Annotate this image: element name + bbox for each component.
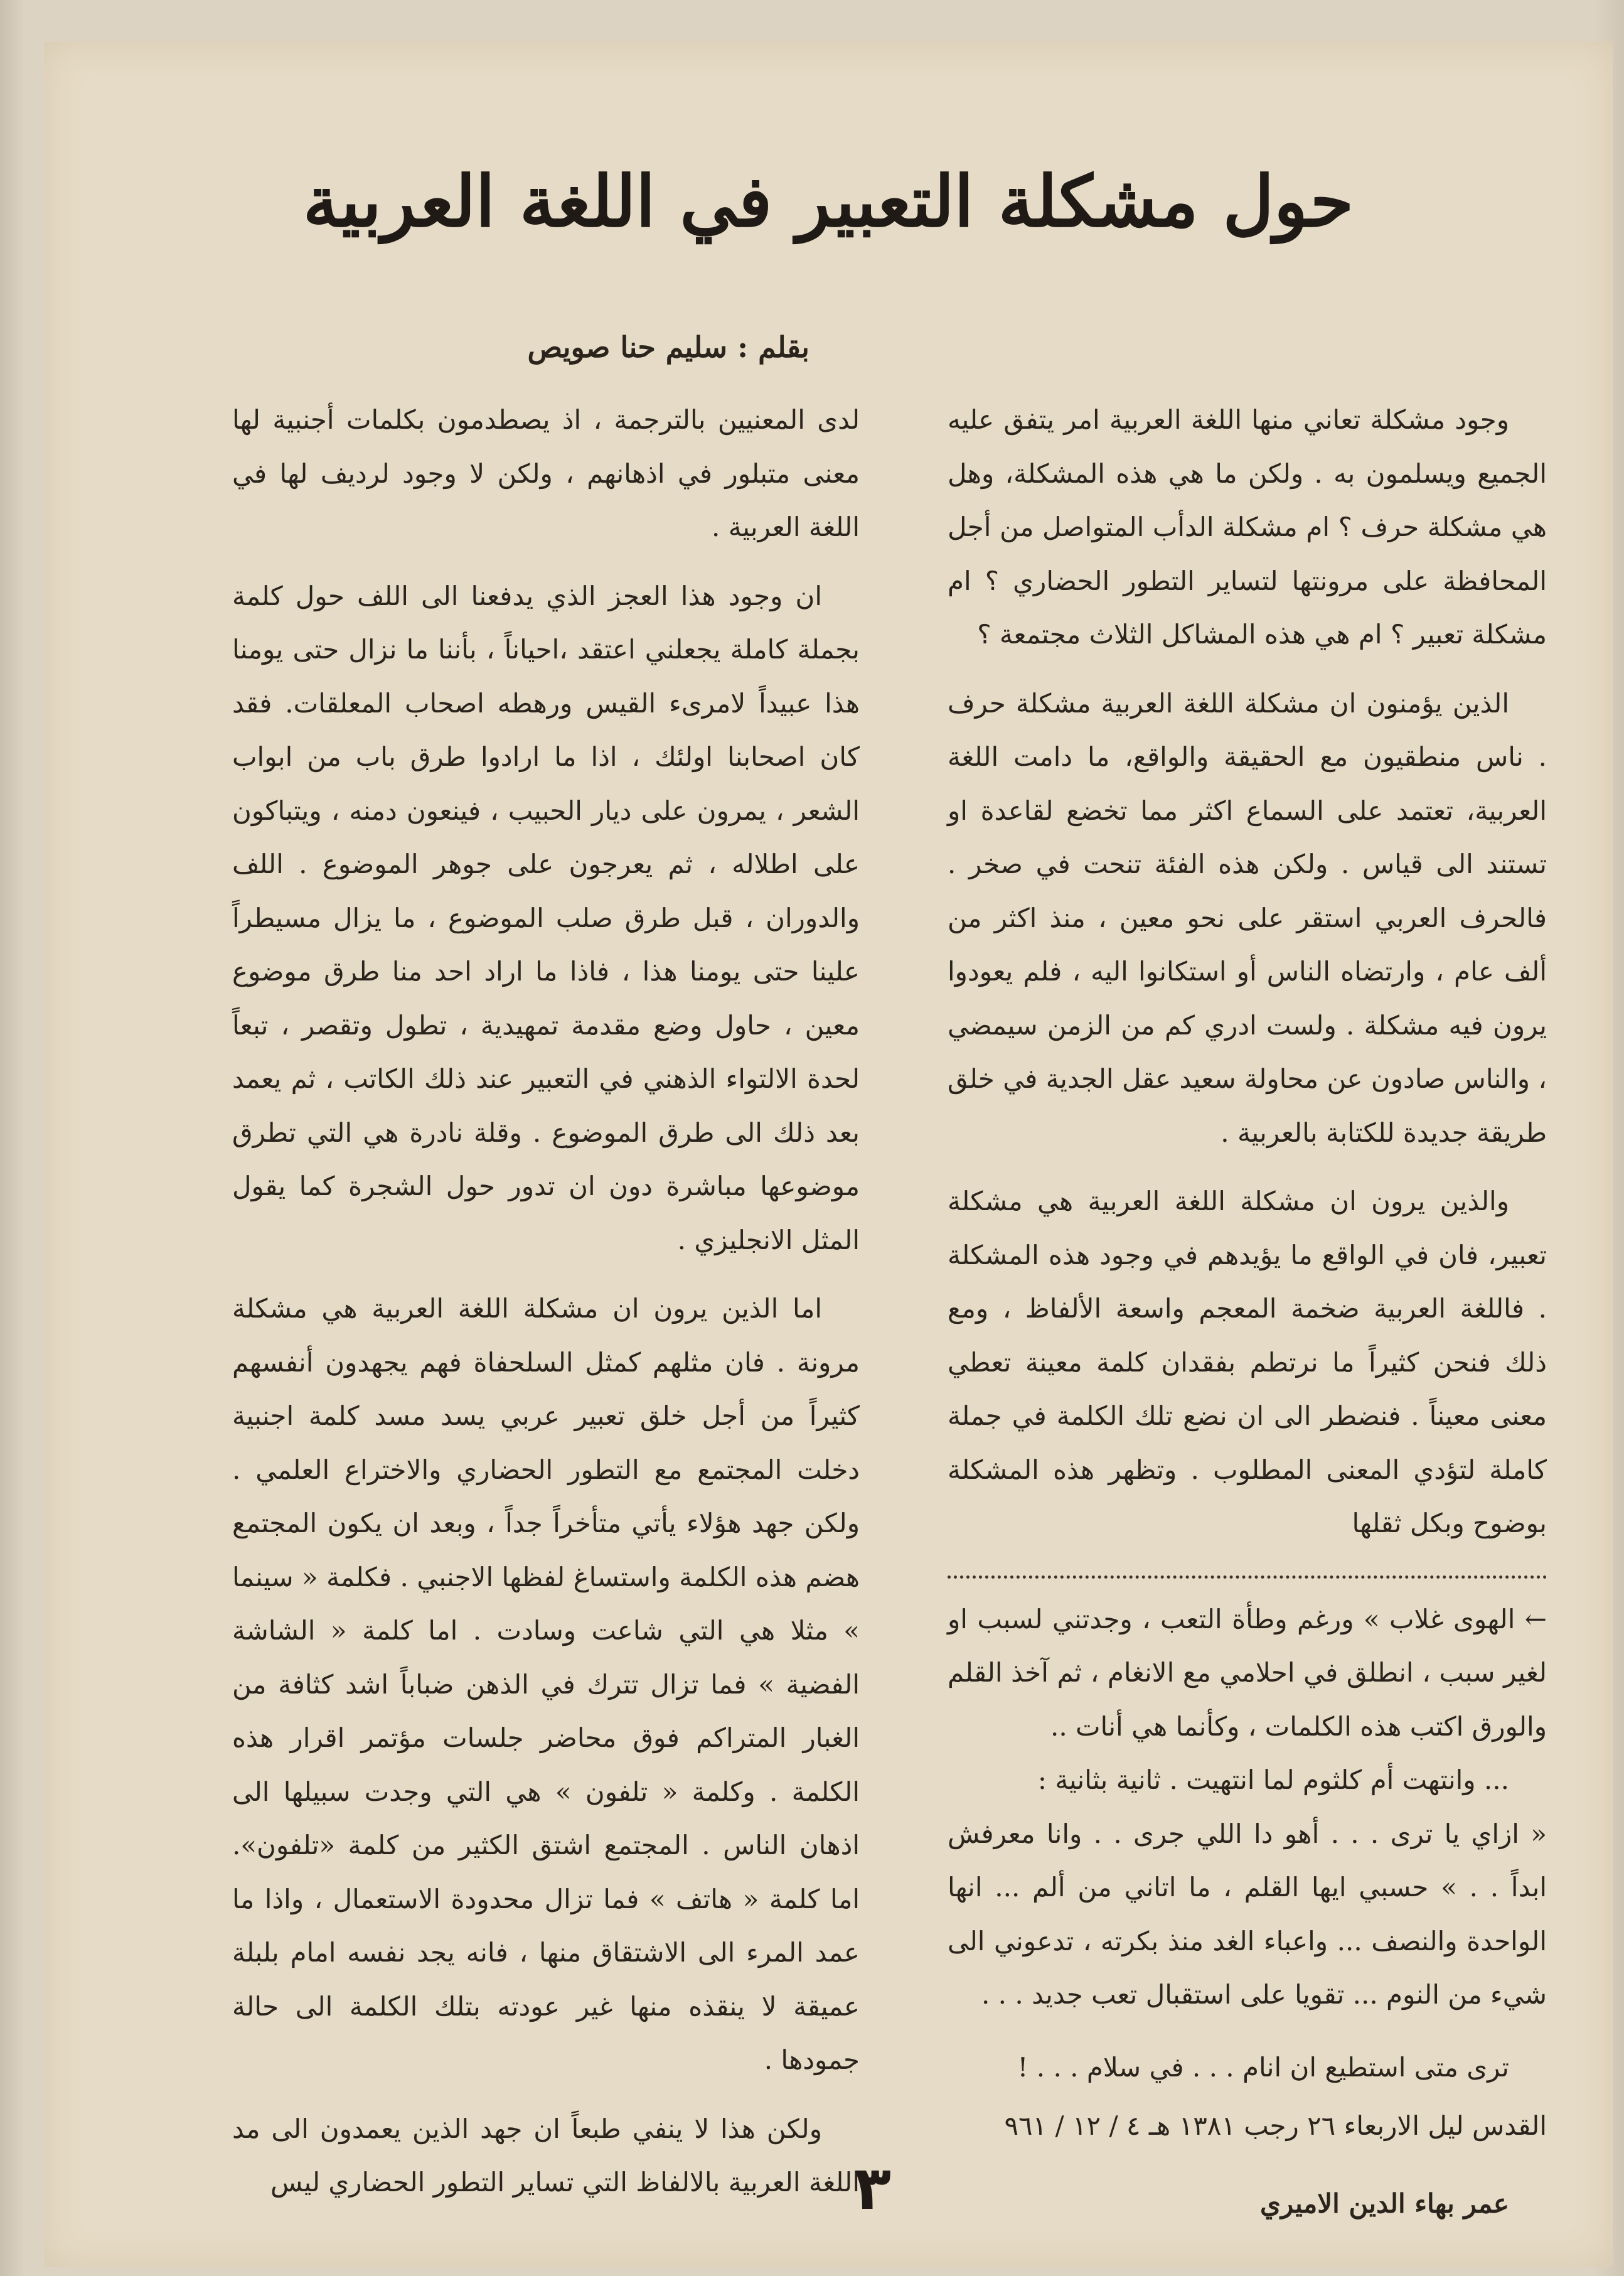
article-title: حول مشكلة التعبير في اللغة العربية [302,161,1354,243]
closing-line: ترى متى استطيع ان انام . . . في سلام . . . ! [1017,2051,1509,2083]
paragraph: وجود مشكلة تعاني منها اللغة العربية امر يتفق عليه الجميع ويسلمون به . ولكن ما هي هذه المشكلة، وهل هي مشكلة حرف ؟ ام مشكلة الدأب المتواصل من أجل المحافظة على مرونتها لتساير التطور الحضاري ؟ ام مشكلة تعبير ؟ ام هي هذه المشاكل الثلاث مجتمعة ؟ [948,404,1547,650]
left-column [232,393,860,2225]
article-byline: بقلم : سليم حنا صويص [527,330,809,364]
paragraph: اما الذين يرون ان مشكلة اللغة العربية هي مشكلة مرونة . فان مثلهم كمثل السلحفاة فهم يجهدون أنفسهم كثيراً من أجل خلق تعبير عربي يسد مسد كلمة اجنبية دخلت المجتمع مع التطور الحضاري والاختراع العلمي . ولكن جهد هؤلاء يأتي متأخراً جداً ، وبعد ان يكون المجتمع هضم هذه الكلمة واستساغ لفظها الاجنبي . فكلمة « سينما » مثلا هي التي شاعت وسادت . اما كلمة « الشاشة الفضية » فما تزال تترك في الذهن ضباباً اشد كثافة من الغبار المتراكم فوق محاضر جلسات مؤتمر اقرار هذه الكلمة . وكلمة « تلفون » هي التي وجدت سبيلها الى اذهان الناس . المجتمع اشتق الكثير من كلمة «تلفون». اما كلمة « هاتف » فما تزال محدودة الاستعمال ، واذا ما عمد المرء الى الاشتقاق منها ، فانه يجد نفسه امام بلبلة عميقة لا ينقذه منها غير عودته بتلك الكلمة الى حالة جمودها . [232,1293,860,2075]
paragraph: ان وجود هذا العجز الذي يدفعنا الى اللف حول كلمة بجملة كاملة يجعلني اعتقد ،احياناً ، بأننا ما نزال حتى يومنا هذا عبيداً لامرىء القيس ورهطه اصحاب المعلقات. فقد كان اصحابنا اولئك ، اذا ما ارادوا طرق باب من ابواب الشعر ، يمرون على ديار الحبيب ، فينعون دمنه ، ويتباكون على اطلاله ، ثم يعرجون على جوهر الموضوع . اللف والدوران ، قبل طرق صلب الموضوع ، ما يزال مسيطراً علينا حتى يومنا هذا ، فاذا ما اراد احد منا طرق موضوع معين ، حاول وضع مقدمة تمهيدية ، تطول وتقصر ، تبعاً لحدة الالتواء الذهني في التعبير عند ذلك الكاتب ، ثم يعمد بعد ذلك الى طرق الموضوع . وقلة نادرة هي التي تطرق موضوعها مباشرة دون ان تدور حول الشجرة كما يقول المثل الانجليزي . [232,580,860,1255]
continued-paragraph: ← الهوى غلاب » ورغم وطأة التعب ، وجدتني لسبب او لغير سبب ، انطلق في احلامي مع الانغام ، ثم آخذ القلم والورق اكتب هذه الكلمات ، وكأنما هي أنات .. [948,1603,1547,1742]
author-signature: عمر بهاء الدين الاميري [1260,2187,1509,2219]
right-column [948,393,1547,2230]
continued-paragraph: ... وانتهت أم كلثوم لما انتهيت . ثانية بثانية : [1037,1764,1509,1795]
page-number: ٣ [854,2153,891,2223]
paragraph: الذين يؤمنون ان مشكلة اللغة العربية مشكلة حرف . ناس منطقيون مع الحقيقة والواقع، ما دامت اللغة العربية، تعتمد على السماع اكثر مما تخضع لقاعدة او تستند الى قياس . ولكن هذه الفئة تنحت في صخر . فالحرف العربي استقر على نحو معين ، منذ اكثر من ألف عام ، وارتضاه الناس أو استكانوا اليه ، فلم يعودوا يرون فيه مشكلة . ولست ادري كم من الزمن سيمضي ، والناس صادون عن محاولة سعيد عقل الجدية في خلق طريقة جديدة للكتابة بالعربية . [948,687,1547,1148]
paragraph: لدى المعنيين بالترجمة ، اذ يصطدمون بكلمات أجنبية لها معنى متبلور في اذهانهم ، ولكن لا وجود لرديف لها في اللغة العربية . [232,404,860,542]
continued-paragraph: « ازاي يا ترى . . . أهو دا اللي جرى . . وانا معرفش ابداً . . » حسبي ايها القلم ، ما اتاني من ألم ... انها الواحدة والنصف ... واعباء الغد منذ بكرته ، تدعوني الى شيء من النوم ... تقويا على استقبال تعب جديد . . . [948,1818,1547,2010]
magazine-page [44,41,1613,2267]
paragraph: والذين يرون ان مشكلة اللغة العربية هي مشكلة تعبير، فان في الواقع ما يؤيدهم في وجود هذه المشكلة . فاللغة العربية ضخمة المعجم واسعة الألفاظ ، ومع ذلك فنحن كثيراً ما نرتطم بفقدان كلمة معينة تعطي معنى معيناً . فنضطر الى ان نضع تلك الكلمة في جملة كاملة لتؤدي المعنى المطلوب . وتظهر هذه المشكلة بوضوح وبكل ثقلها [948,1186,1547,1538]
paragraph: ولكن هذا لا ينفي طبعاً ان جهد الذين يعمدون الى مد اللغة العربية بالالفاظ التي تساير التطور الحضاري ليس [232,2113,860,2198]
dotted-divider [948,1575,1547,1579]
dateline: القدس ليل الاربعاء ٢٦ رجب ١٣٨١ هـ ٤ / ١٢ / ٩٦١ [1004,2110,1547,2141]
continued-article [948,1592,1547,2231]
